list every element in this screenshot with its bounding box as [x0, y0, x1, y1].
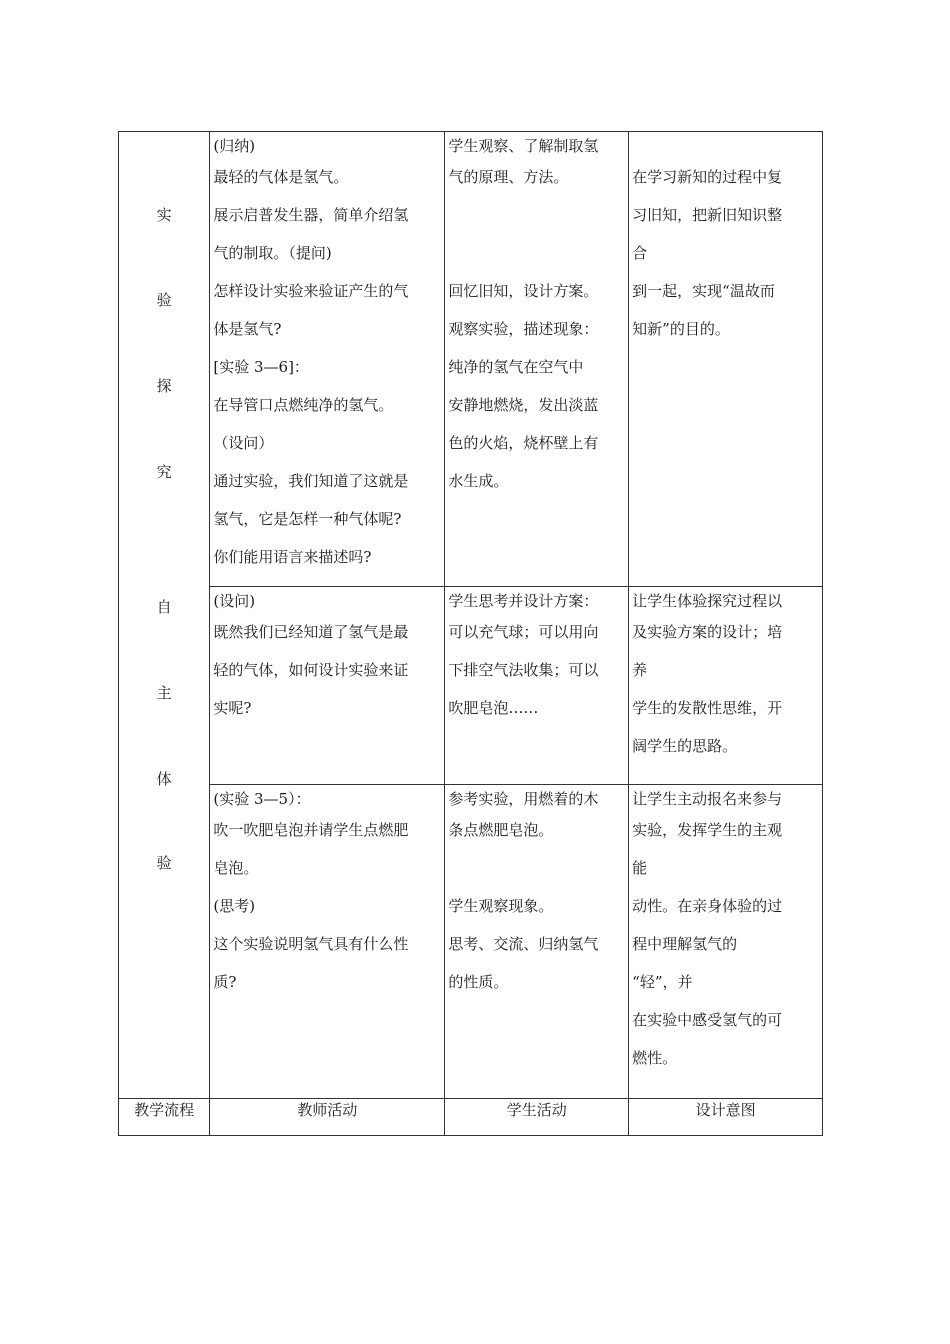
- student-activity-cell: [445, 587, 629, 785]
- header-student: 学生活动: [445, 1099, 629, 1136]
- cell-line: 下排空气法收集；可以: [448, 661, 599, 679]
- cell-line: 你们能用语言来描述吗?: [213, 548, 372, 566]
- side-label-char: 主: [156, 684, 172, 702]
- cell-line: 实验，发挥学生的主观: [632, 821, 783, 839]
- side-label-char: 体: [156, 770, 172, 788]
- cell-line: 观察实验，描述现象：: [448, 320, 599, 338]
- table-row: [119, 132, 823, 587]
- header-intent: 设计意图: [629, 1099, 823, 1136]
- cell-line: 轻的气体，如何设计实验来证: [213, 661, 409, 679]
- cell-line: 气的制取。（提问): [213, 244, 332, 262]
- cell-line: 通过实验，我们知道了这就是: [213, 472, 409, 490]
- cell-line: 实呢?: [213, 699, 252, 717]
- cell-line: [448, 849, 625, 887]
- design-intent-cell: [629, 785, 823, 1099]
- cell-line: 能: [632, 859, 648, 877]
- cell-line: 水生成。: [448, 472, 509, 490]
- lesson-plan-table: [118, 131, 823, 1136]
- side-label-char: 验: [156, 854, 172, 872]
- header-teacher: 教师活动: [210, 1099, 445, 1136]
- cell-line: 在实验中感受氢气的可: [632, 1011, 783, 1029]
- cell-line: (归纳): [213, 137, 256, 155]
- cell-line: [实验 3—6]：: [213, 358, 309, 376]
- cell-line: （设问）: [213, 434, 274, 452]
- cell-line: [448, 196, 625, 234]
- student-activity-cell: [445, 132, 629, 587]
- side-label-char: 实: [156, 206, 172, 224]
- cell-line: 学生思考并设计方案：: [448, 592, 599, 610]
- cell-line: 质?: [213, 973, 237, 991]
- cell-line: 回忆旧知，设计方案。: [448, 282, 599, 300]
- cell-line: 最轻的气体是氢气。: [213, 168, 349, 186]
- cell-line: [448, 234, 625, 272]
- cell-line: 知新”的目的。: [632, 320, 730, 338]
- cell-line: 怎样设计实验来验证产生的气: [213, 282, 409, 300]
- student-activity-cell: [445, 785, 629, 1099]
- cell-line: (实验 3—5）：: [213, 790, 311, 808]
- cell-line: [632, 134, 819, 158]
- table-header-row: [119, 1099, 823, 1136]
- cell-line: 皂泡。: [213, 859, 259, 877]
- design-intent-cell: [629, 587, 823, 785]
- teacher-activity-cell: [210, 785, 445, 1099]
- cell-line: 条点燃肥皂泡。: [448, 821, 554, 839]
- cell-line: 在导管口点燃纯净的氢气。: [213, 396, 394, 414]
- teacher-activity-cell: [210, 132, 445, 587]
- side-label-cell: [119, 132, 210, 1099]
- cell-line: 到一起，实现“温故而: [632, 282, 775, 300]
- side-label-char: 探: [156, 377, 172, 395]
- side-label-char: 验: [156, 291, 172, 309]
- cell-line: 让学生体验探究过程以: [632, 592, 783, 610]
- cell-line: 及实验方案的设计；培: [632, 623, 783, 641]
- cell-line: 养: [632, 661, 648, 679]
- cell-line: 安静地燃烧，发出淡蓝: [448, 396, 599, 414]
- cell-line: 既然我们已经知道了氢气是最: [213, 623, 409, 641]
- cell-line: 氢气，它是怎样一种气体呢?: [213, 510, 402, 528]
- cell-line: 可以充气球；可以用向: [448, 623, 599, 641]
- cell-line: 展示启普发生器，简单介绍氢: [213, 206, 409, 224]
- cell-line: 纯净的氢气在空气中: [448, 358, 584, 376]
- side-label-char: 究: [156, 463, 172, 481]
- cell-line: 学生观察现象。: [448, 897, 554, 915]
- cell-line: 吹一吹肥皂泡并请学生点燃肥: [213, 821, 409, 839]
- cell-line: 吹肥皂泡……: [448, 699, 539, 717]
- cell-line: 参考实验，用燃着的木: [448, 790, 599, 808]
- table-row: [119, 785, 823, 1099]
- cell-line: 学生观察、了解制取氢: [448, 137, 599, 155]
- cell-line: (思考): [213, 897, 256, 915]
- cell-line: 程中理解氢气的: [632, 935, 738, 953]
- cell-line: “轻”，并: [632, 973, 693, 991]
- cell-line: 习旧知，把新旧知识整: [632, 206, 783, 224]
- cell-line: 体是氢气?: [213, 320, 282, 338]
- cell-line: 燃性。: [632, 1049, 678, 1067]
- side-label-char: 自: [156, 598, 172, 616]
- cell-line: (设问): [213, 592, 256, 610]
- cell-line: 这个实验说明氢气具有什么性: [213, 935, 409, 953]
- cell-line: 动性。在亲身体验的过: [632, 897, 783, 915]
- cell-line: 思考、交流、归纳氢气: [448, 935, 599, 953]
- table-row: [119, 587, 823, 785]
- teacher-activity-cell: [210, 587, 445, 785]
- cell-line: 学生的发散性思维，开: [632, 699, 783, 717]
- cell-line: 合: [632, 244, 648, 262]
- cell-line: 让学生主动报名来参与: [632, 790, 783, 808]
- cell-line: 在学习新知的过程中复: [632, 168, 783, 186]
- cell-line: 气的原理、方法。: [448, 168, 569, 186]
- cell-line: 阔学生的思路。: [632, 737, 738, 755]
- design-intent-cell: [629, 132, 823, 587]
- cell-line: 色的火焰，烧杯壁上有: [448, 434, 599, 452]
- header-flow: 教学流程: [119, 1099, 210, 1136]
- cell-line: 的性质。: [448, 973, 509, 991]
